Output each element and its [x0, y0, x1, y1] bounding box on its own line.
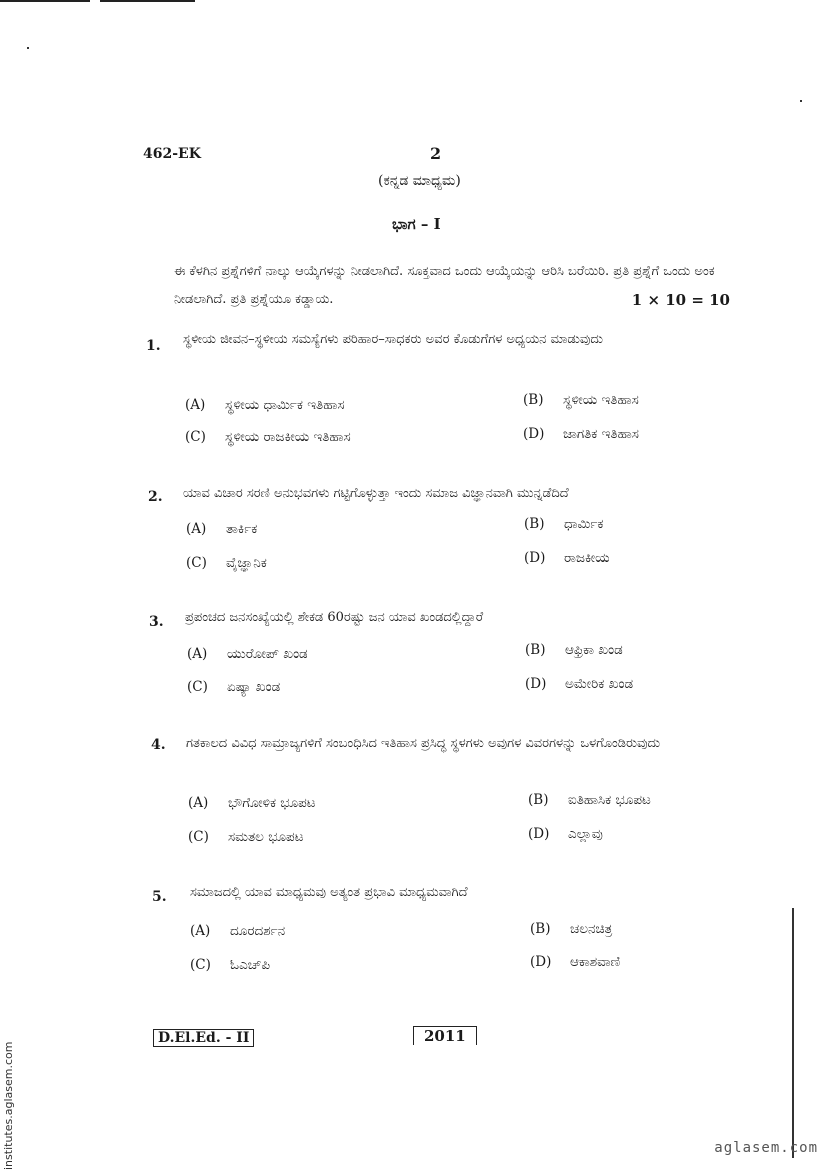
option-label: (C)	[188, 829, 209, 845]
option-text: ತಾರ್ಕಿಕ	[226, 521, 258, 537]
scan-top-line	[100, 0, 195, 2]
option-label: (D)	[528, 826, 550, 842]
option-label: (C)	[185, 429, 206, 445]
option-a	[185, 397, 345, 413]
option-text: ಸ್ಥಳೀಯ ಇತಿಹಾಸ	[563, 392, 639, 408]
question-number: 5.	[152, 889, 167, 905]
option-label: (D)	[525, 676, 547, 692]
question-number: 3.	[149, 614, 164, 630]
option-c	[188, 829, 304, 845]
option-a	[186, 521, 257, 537]
option-text: ದೂರದರ್ಶನ	[230, 923, 286, 939]
scan-top-line	[0, 0, 90, 2]
option-text: ಓಎಚ್‌ಪಿ	[230, 957, 270, 973]
option-d	[528, 826, 603, 842]
margin-line	[792, 908, 794, 1158]
medium-label: (ಕನ್ನಡ ಮಾಧ್ಯಮ)	[378, 173, 461, 189]
option-d	[524, 550, 610, 566]
option-a	[187, 646, 308, 662]
page-number: 2	[430, 144, 442, 163]
option-a	[190, 923, 285, 939]
option-b	[524, 516, 603, 532]
scan-speck	[27, 47, 29, 49]
option-text: ಸ್ಥಳೀಯ ಧಾರ್ಮಿಕ ಇತಿಹಾಸ	[225, 397, 345, 413]
option-label: (D)	[530, 954, 552, 970]
option-text: ಅಮೇರಿಕ ಖಂಡ	[565, 676, 634, 692]
question-text: ಯಾವ ವಿಚಾರ ಸರಣಿ ಅನುಭವಗಳು ಗಟ್ಟಿಗೊಳ್ಳುತ್ತಾ ಇಂದು ಸಮಾಜ ವಿಜ್ಞಾನವಾಗಿ ಮುನ್ನಡೆದಿದೆ	[183, 486, 569, 501]
scan-speck	[800, 100, 802, 102]
option-d	[530, 954, 620, 970]
option-label: (A)	[187, 646, 208, 662]
corner-watermark: aglasem.com	[714, 1140, 818, 1156]
option-label: (A)	[188, 795, 209, 811]
option-label: (B)	[528, 792, 549, 808]
option-text: ಆಫ್ರಿಕಾ ಖಂಡ	[565, 642, 623, 658]
course-label: D.El.Ed. - II	[153, 1029, 254, 1047]
option-label: (C)	[190, 957, 211, 973]
question-number: 1.	[146, 338, 161, 354]
paper-code: 462-EK	[143, 146, 201, 162]
option-label: (C)	[187, 679, 208, 695]
option-d	[523, 426, 639, 442]
option-a	[188, 795, 316, 811]
option-text: ಜಾಗತಿಕ ಇತಿಹಾಸ	[563, 426, 639, 442]
side-watermark: institutes.aglasem.com	[2, 1041, 15, 1170]
option-c	[190, 957, 270, 973]
option-label: (B)	[525, 642, 546, 658]
option-c	[186, 555, 267, 571]
option-label: (B)	[523, 392, 544, 408]
option-c	[185, 429, 351, 445]
option-text: ಭೌಗೋಳಿಕ ಭೂಪಟ	[228, 795, 316, 811]
option-label: (B)	[530, 921, 551, 937]
option-label: (D)	[524, 550, 546, 566]
option-label: (B)	[524, 516, 545, 532]
option-label: (A)	[186, 521, 207, 537]
question-text: ಪ್ರಪಂಚದ ಜನಸಂಖ್ಯೆಯಲ್ಲಿ ಶೇಕಡ 60ರಷ್ಟು ಜನ ಯಾವ ಖಂಡದಲ್ಲಿದ್ದಾರೆ	[185, 610, 484, 625]
option-d	[525, 676, 633, 692]
instructions	[174, 258, 734, 314]
option-b	[523, 392, 639, 408]
option-text: ಧಾರ್ಮಿಕ	[564, 516, 604, 532]
year-label: 2011	[413, 1026, 477, 1045]
option-b	[530, 921, 612, 937]
option-label: (A)	[190, 923, 211, 939]
question-number: 2.	[148, 489, 163, 505]
question-text: ಗತಕಾಲದ ವಿವಿಧ ಸಾಮ್ರಾಜ್ಯಗಳಿಗೆ ಸಂಬಂಧಿಸಿದ ಇತಿಹಾಸ ಪ್ರಸಿದ್ಧ ಸ್ಥಳಗಳು ಅವುಗಳ ವಿವರಗಳನ್ನು ಒಳಗೊಂಡಿರುವುದು	[186, 736, 661, 751]
option-b	[525, 642, 623, 658]
marks-scheme: 1 × 10 = 10	[631, 291, 730, 309]
option-text: ಯುರೋಪ್ ಖಂಡ	[227, 646, 308, 662]
option-text: ಸಮತಲ ಭೂಪಟ	[228, 829, 304, 845]
option-text: ವೈಜ್ಞಾನಿಕ	[226, 555, 267, 571]
option-b	[528, 792, 651, 808]
option-label: (C)	[186, 555, 207, 571]
option-c	[187, 679, 280, 695]
option-text: ಚಲನಚಿತ್ರ	[570, 921, 613, 937]
instructions-text: ಈ ಕೆಳಗಿನ ಪ್ರಶ್ನೆಗಳಿಗೆ ನಾಲ್ಕು ಆಯ್ಕೆಗಳನ್ನು ನೀಡಲಾಗಿದೆ. ಸೂಕ್ತವಾದ ಒಂದು ಆಯ್ಕೆಯನ್ನು ಆರಿಸಿ ಬರೆಯಿರಿ. ಪ್ರತಿ ಪ್ರಶ್ನೆಗೆ ಒಂದು ಅಂಕ ನೀಡಲಾಗಿದೆ. ಪ್ರತಿ ಪ್ರಶ್ನೆಯೂ ಕಡ್ಡಾಯ.	[174, 264, 715, 307]
option-text: ಎಲ್ಲಾವು	[568, 826, 603, 842]
part-heading: ಭಾಗ – I	[392, 215, 441, 233]
question-text: ಸಮಾಜದಲ್ಲಿ ಯಾವ ಮಾಧ್ಯಮವು ಅತ್ಯಂತ ಪ್ರಭಾವಿ ಮಾಧ್ಯಮವಾಗಿದೆ	[190, 885, 468, 900]
question-text: ಸ್ಥಳೀಯ ಜೀವನ–ಸ್ಥಳೀಯ ಸಮಸ್ಯೆಗಳು ಪರಿಹಾರ–ಸಾಧಕರು ಅವರ ಕೊಡುಗೆಗಳ ಅಧ್ಯಯನ ಮಾಡುವುದು	[183, 332, 603, 347]
option-text: ಏಷ್ಯಾ ಖಂಡ	[227, 679, 281, 695]
option-text: ಐತಿಹಾಸಿಕ ಭೂಪಟ	[568, 792, 651, 808]
option-text: ರಾಜಕೀಯ	[564, 550, 610, 566]
question-number: 4.	[151, 737, 166, 753]
option-text: ಆಕಾಶವಾಣಿ	[570, 954, 621, 970]
option-label: (A)	[185, 397, 206, 413]
option-text: ಸ್ಥಳೀಯ ರಾಜಕೀಯ ಇತಿಹಾಸ	[225, 429, 351, 445]
option-label: (D)	[523, 426, 545, 442]
